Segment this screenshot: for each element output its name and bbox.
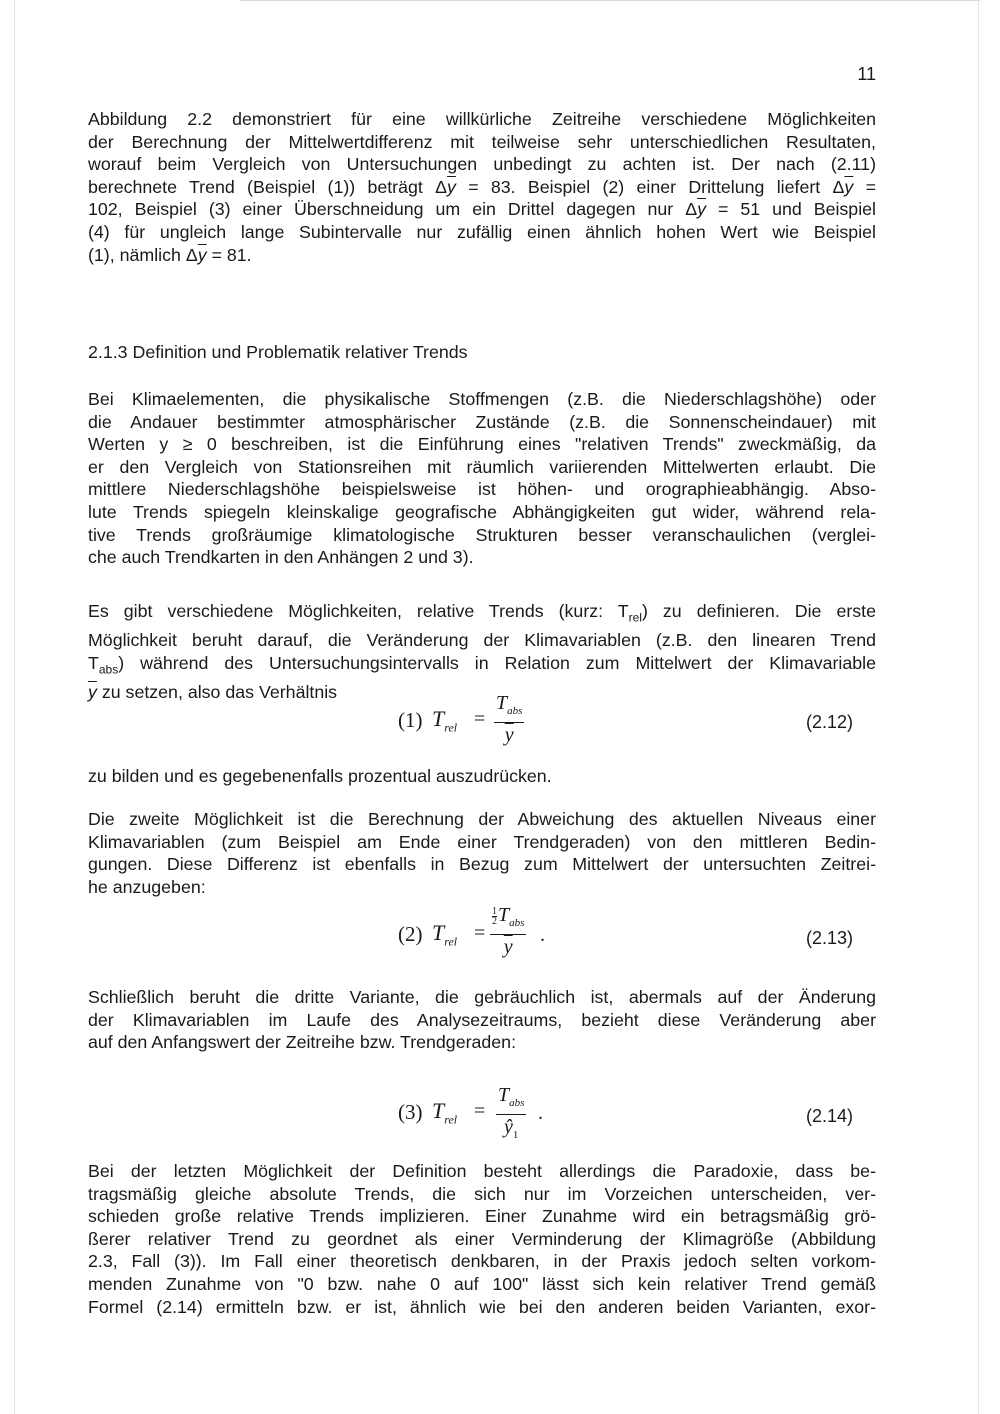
text-line: Abbildung 2.2 demonstriert für eine willkürliche Zeitreihe verschiedene Möglichkeiten [88,109,876,129]
subscript: 1 [512,1129,519,1141]
page-number: 11 [857,64,876,84]
subscript: abs [507,705,523,717]
subscript: abs [98,662,119,677]
ybar-symbol: $\overline{y}$ [697,199,706,220]
equals-sign: = [474,922,486,944]
equation-2-14 [0,1080,1000,1140]
text-line [88,244,876,267]
scan-edge-top [240,0,980,1]
subscript: rel [444,720,458,735]
text-line: schieden große relative Trends implizieren. Einer Zunahme wird ein betragsmäßig grö- [88,1206,876,1227]
text-line: Klimavariablen (zum Beispiel am Ende einer Trendgeraden) von den mittleren Bedin- [88,831,876,852]
fraction [496,1084,526,1147]
text-line: che auch Trendkarten in den Anhängen 2 und 3). [88,547,474,568]
text-line: gungen. Diese Differenz ist ebenfalls in Bezug zum Mittelwert der untersuchten Zeitrei- [88,854,876,875]
equation-case: (3) [398,1100,423,1124]
text-line: er den Vergleich von Stationsreihen mit räumlich variierenden Mittelwerten erlaubt. Die [88,456,876,477]
text-line: Bei Klimaelementen, die physikalische Stoffmengen (z.B. die Niederschlagshöhe) oder [88,389,876,409]
text-line: worauf beim Vergleich von Untersuchungen unbedingt zu achten ist. Der nach (2.11) [88,154,876,175]
text-line: tragsmäßig gleiche absolute Trends, die sich nur im Vorzeichen unterscheiden, ver- [88,1183,876,1204]
half-fraction [492,907,497,926]
text-fragment: = 51 und Beispiel [717,199,876,220]
symbol-T: T [498,1084,510,1106]
text-line: auf den Anfangswert der Zeitreihe bzw. Trendgeraden: [88,1032,517,1053]
period: . [538,1102,543,1124]
fraction [490,904,526,959]
symbol-T: T [432,920,445,945]
equation-lhs [432,1098,457,1127]
symbol-T: T [498,904,510,926]
equals-sign: = [474,1100,486,1122]
text-line [88,600,876,629]
fraction [494,692,524,747]
paragraph-paradoxie [88,1160,876,1318]
paragraph-dritte-variante [88,986,876,1054]
denominator [496,1115,526,1147]
text-fragment: 102, Beispiel (3) einer Überschneidung um ein Drittel dagegen nur [88,199,686,220]
text-line: (4) für ungleich lange Subintervalle nur zufällig einen ähnlich hohen Wert wie Beispiel [88,221,876,242]
text-line: Die zweite Möglichkeit ist die Berechnung der Abweichung des aktuellen Niveaus einer [88,809,876,829]
subscript: rel [628,610,642,625]
text-line: ßerer relativer Trend zu geordnet als einer Verminderung der Klimagröße (Abbildung [88,1228,876,1249]
text-fragment: T [88,652,99,673]
equation-lhs [432,920,457,949]
period: . [540,924,545,946]
equation-2-13 [0,902,1000,962]
text-fragment: ) zu definieren. Die erste [641,601,876,621]
half-denominator: 2 [492,915,497,927]
text-line: Möglichkeit beruht darauf, die Veränderung der Klimavariablen (z.B. den linearen Trend [88,630,876,651]
equation-case: (1) [398,708,423,732]
subscript: rel [444,1112,458,1127]
symbol-y-hat: ŷ [504,1116,513,1138]
text-line: menden Zunahme von "0 bzw. nahe 0 auf 100" lässt sich kein relativer Trend gemäß [88,1273,876,1294]
paragraph-klimaelemente [88,388,876,569]
delta-symbol: Δ [435,176,448,197]
numerator [490,904,526,935]
text-fragment: = 81. [211,244,252,265]
text-fragment: berechnete Trend (Beispiel (1)) beträgt [88,176,436,197]
denominator: $\overline{y}$ [504,724,514,746]
text-line: der Klimavariablen im Laufe des Analysezeitraums, bezieht diese Veränderung aber [88,1009,876,1030]
numerator [494,692,524,723]
text-fragment: Beispiel (2) einer Drittelung liefert [527,176,833,197]
ybar-symbol: $\overline{y}$ [88,681,97,702]
equation-number: (2.14) [806,1106,854,1126]
text-line: tive Trends großräumige klimatologische Strukturen besser veranschaulichen (verglei- [88,524,876,545]
text-line: lute Trends spiegeln kleinskalige geografische Abhängigkeiten gut wider, während rela- [88,501,876,522]
delta-symbol: Δ [185,244,198,265]
text-line: 2.3, Fall (3)). Im Fall einer theoretisch denkbaren, in der Praxis jedoch selten vorkom- [88,1251,876,1272]
symbol-T: T [496,692,508,714]
text-line: Werten y ≥ 0 beschreiben, ist die Einführung eines "relativen Trends" zweckmäßig, da [88,434,876,455]
delta-symbol: Δ [685,199,698,220]
text-line: zu bilden und es gegebenenfalls prozentual auszudrücken. [88,766,552,786]
denominator: $\overline{y}$ [503,936,513,958]
paragraph-mittelwertdifferenz [88,108,876,266]
text-line: he anzugeben: [88,876,206,897]
equation-number: (2.13) [806,928,854,948]
subscript: abs [509,1097,525,1109]
equals-sign: = [474,708,486,730]
text-line: der Berechnung der Mittelwertdifferenz mit teilweise sehr unterschiedlichen Resultaten, [88,131,876,152]
delta-symbol: Δ [832,176,845,197]
equation-2-12 [0,690,1000,750]
symbol-T: T [432,706,445,731]
symbol-T: T [432,1098,445,1123]
text-fragment: Es gibt verschiedene Möglichkeiten, relative Trends (kurz: T [88,601,629,621]
paragraph-after-eq [88,765,876,788]
text-fragment: = [865,176,876,197]
text-line: mittlere Niederschlagshöhe beispielsweise ist höhen- und orographieabhängig. Abso- [88,479,876,500]
subscript: abs [509,917,525,929]
text-line [88,198,876,221]
text-line [88,176,876,199]
paragraph-zweite-moeglichkeit [88,808,876,898]
equation-case: (2) [398,922,423,946]
text-line: Schließlich beruht die dritte Variante, die gebräuchlich ist, abermals auf der Änderung [88,987,876,1007]
equation-number: (2.12) [806,712,854,732]
equation-lhs [432,706,457,735]
ybar-symbol: $\overline{y}$ [447,176,456,197]
text-fragment: (1), nämlich [88,244,186,265]
text-line [88,652,876,681]
text-line: die Andauer bestimmter atmosphärischer Zustände (z.B. die Sonnenscheindauer) mit [88,411,876,432]
paragraph-relative-trends [88,600,876,703]
numerator [496,1084,526,1115]
ybar-symbol: $\overline{y}$ [844,176,854,197]
section-heading: 2.1.3 Definition und Problematik relativer Trends [88,342,468,362]
text-fragment: zu setzen, also das Verhältnis [96,681,338,702]
text-fragment: = 83. [468,176,516,197]
ybar-symbol: $\overline{y}$ [197,244,207,265]
text-line: Bei der letzten Möglichkeit der Definition besteht allerdings die Paradoxie, dass be- [88,1161,876,1181]
text-line: Formel (2.14) ermitteln bzw. er ist, ähnlich wie bei den anderen beiden Varianten, exor- [88,1296,876,1317]
half-numerator: 1 [492,905,497,917]
text-fragment: ) während des Untersuchungsintervalls in Relation zum Mittelwert der Klimavariable [118,652,876,673]
subscript: rel [444,934,458,949]
